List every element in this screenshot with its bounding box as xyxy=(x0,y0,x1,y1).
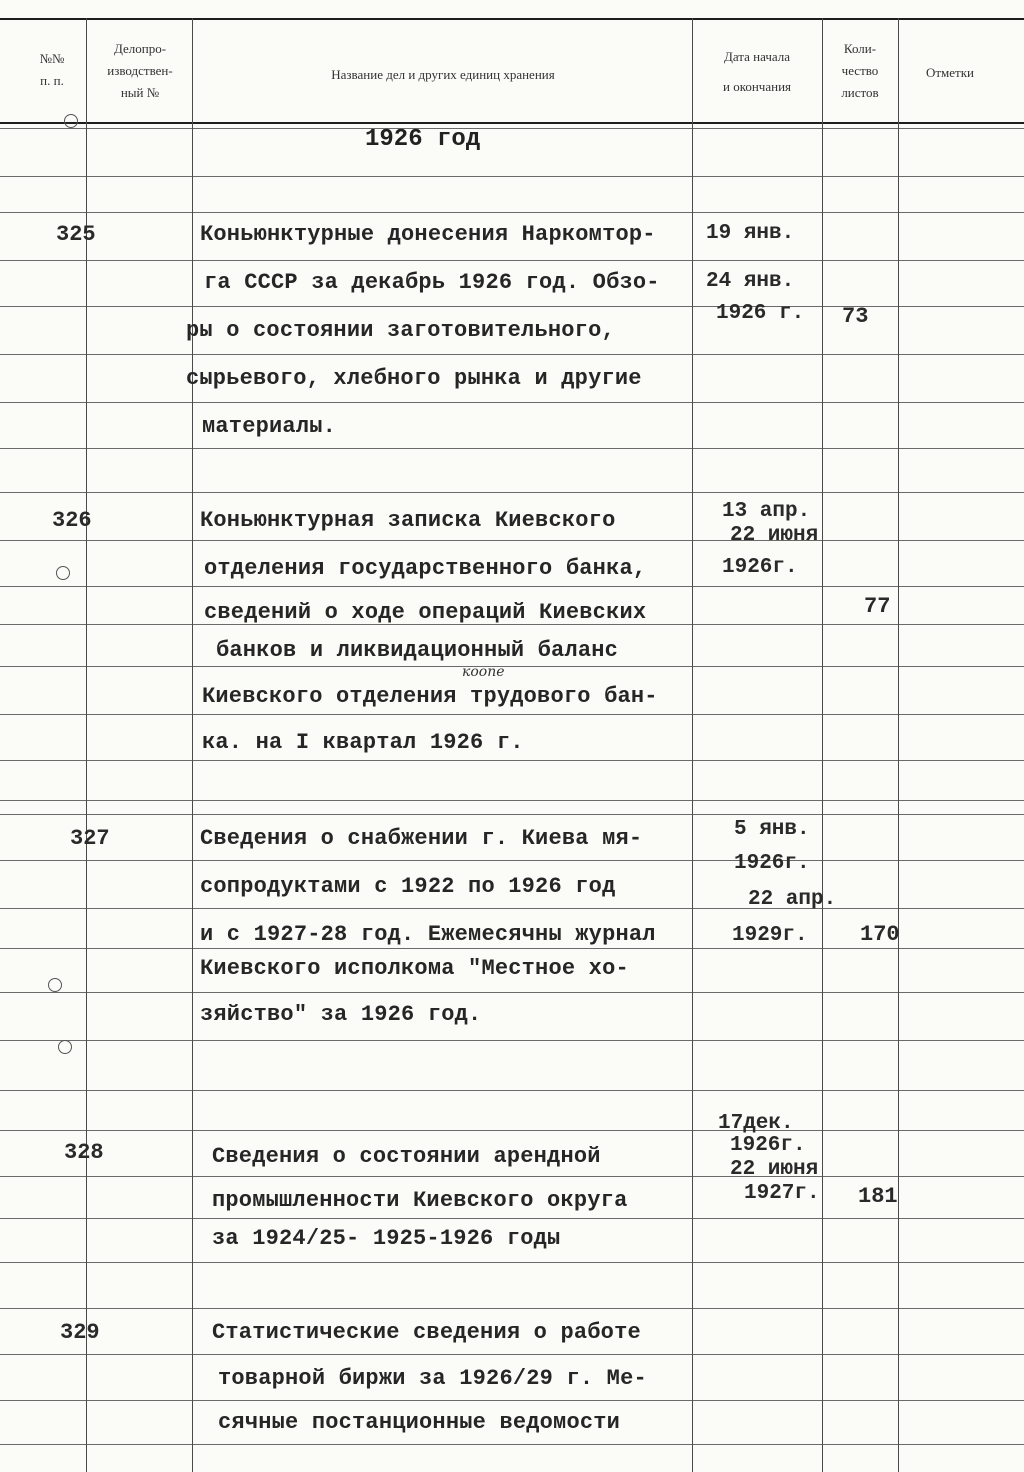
punch-hole-icon xyxy=(48,978,62,992)
record-date: 13 апр. xyxy=(722,500,811,523)
ruled-line xyxy=(0,448,1024,449)
header-sheet-count-label xyxy=(824,38,896,104)
record-date: 22 июня xyxy=(730,524,819,547)
ruled-line xyxy=(0,354,1024,355)
ruled-line xyxy=(0,1176,1024,1177)
record-date: 1926г. xyxy=(730,1134,806,1157)
ruled-line xyxy=(0,1130,1024,1131)
column-divider xyxy=(898,18,899,1472)
record-date: 1926г. xyxy=(722,556,798,579)
record-title-line: Статистические сведения о работе xyxy=(212,1320,641,1345)
ruled-line xyxy=(0,1218,1024,1219)
record-title-line: отделения государственного банка, xyxy=(204,556,647,581)
record-date: 1929г. xyxy=(732,924,808,947)
ruled-line xyxy=(0,122,1024,124)
year-heading: 1926 год xyxy=(365,126,481,153)
ruled-line xyxy=(0,18,1024,20)
ruled-line xyxy=(0,714,1024,715)
header-dates-line: и окончания xyxy=(722,79,792,94)
record-title-line: га СССР за декабрь 1926 год. Обзо- xyxy=(204,270,660,295)
header-number-line: №№ xyxy=(39,51,65,66)
ruled-line xyxy=(0,1040,1024,1041)
ruled-line xyxy=(0,1354,1024,1355)
record-number: 326 xyxy=(52,508,92,533)
record-title-line: сведений о ходе операций Киевских xyxy=(204,600,647,625)
record-title-line: сячные постанционные ведомости xyxy=(218,1410,621,1435)
ruled-line xyxy=(0,760,1024,761)
record-title-line: банков и ликвидационный баланс xyxy=(216,638,619,663)
column-divider xyxy=(822,18,823,1472)
record-title-line: товарной биржи за 1926/29 г. Ме- xyxy=(218,1366,647,1391)
ruled-line xyxy=(0,860,1024,861)
ruled-line xyxy=(0,128,1024,129)
ruled-line xyxy=(0,260,1024,261)
header-count-line: чество xyxy=(841,63,879,78)
header-number-label xyxy=(22,48,82,92)
header-count-line: Коли- xyxy=(843,41,877,56)
record-date: 19 янв. xyxy=(706,222,795,245)
record-title-line: Киевского отделения трудового бан- xyxy=(202,684,658,709)
header-dates-line: Дата начала xyxy=(723,49,791,64)
header-office-line: изводствен- xyxy=(107,63,173,78)
ruled-line xyxy=(0,800,1024,801)
header-office-line: Делопро- xyxy=(113,41,167,56)
record-date: 17дек. xyxy=(718,1112,794,1135)
record-number: 329 xyxy=(60,1320,100,1345)
ruled-line xyxy=(0,1308,1024,1309)
record-title-line: и с 1927-28 год. Ежемесячны журнал xyxy=(200,922,656,947)
ruled-line xyxy=(0,402,1024,403)
record-title-line: Сведения о состоянии арендной xyxy=(212,1144,601,1169)
punch-hole-icon xyxy=(64,114,78,128)
record-date: 22 июня xyxy=(730,1158,819,1181)
ruled-line xyxy=(0,1444,1024,1445)
ruled-line xyxy=(0,1262,1024,1263)
record-date: 5 янв. xyxy=(734,818,810,841)
record-number: 325 xyxy=(56,222,96,247)
record-title-line: промышленности Киевского округа xyxy=(212,1188,628,1213)
ruled-line xyxy=(0,1400,1024,1401)
ruled-line xyxy=(0,1090,1024,1091)
record-number: 328 xyxy=(64,1140,104,1165)
record-number: 327 xyxy=(70,826,110,851)
punch-hole-icon xyxy=(56,566,70,580)
record-sheet-count: 181 xyxy=(858,1184,898,1209)
ruled-line xyxy=(0,176,1024,177)
record-title-line: ры о состоянии заготовительного, xyxy=(186,318,615,343)
header-title-label: Название дел и других единиц хранения xyxy=(331,67,555,82)
ruled-line xyxy=(0,492,1024,493)
header-office-line: ный № xyxy=(120,85,160,100)
record-title-line: Киевского исполкома "Местное хо- xyxy=(200,956,629,981)
ruled-line xyxy=(0,540,1024,541)
record-date: 22 апр. xyxy=(748,888,837,911)
record-title-line: материалы. xyxy=(202,414,337,439)
ruled-line xyxy=(0,306,1024,307)
header-notes-label: Отметки xyxy=(925,65,975,80)
header-count-line: листов xyxy=(841,85,879,100)
ruled-line xyxy=(0,586,1024,587)
ruled-line xyxy=(0,992,1024,993)
record-title-line: сопродуктами с 1922 по 1926 год xyxy=(200,874,616,899)
record-sheet-count: 73 xyxy=(842,304,869,329)
header-number-line: п. п. xyxy=(40,73,64,88)
record-date: 1927г. xyxy=(744,1182,820,1205)
record-title-line: ка. на I квартал 1926 г. xyxy=(202,730,524,755)
record-date: 1926 г. xyxy=(716,302,805,325)
record-title-line: Сведения о снабжении г. Киева мя- xyxy=(200,826,643,851)
header-office-number-label xyxy=(90,38,190,104)
column-divider xyxy=(692,18,693,1472)
ruled-line xyxy=(0,814,1024,815)
record-title-line: за 1924/25- 1925-1926 годы xyxy=(212,1226,561,1251)
record-date: 24 янв. xyxy=(706,270,795,293)
record-title-line: Коньюнктурные донесения Наркомтор- xyxy=(200,222,656,247)
handwritten-correction: коопе xyxy=(462,664,505,680)
record-title-line: Коньюнктурная записка Киевского xyxy=(200,508,616,533)
record-date: 1926г. xyxy=(734,852,810,875)
header-dates-label xyxy=(694,46,820,98)
ruled-line xyxy=(0,212,1024,213)
column-divider xyxy=(192,18,193,1472)
record-title-line: зяйство" за 1926 год. xyxy=(200,1002,482,1027)
record-title-line: сырьевого, хлебного рынка и другие xyxy=(186,366,642,391)
ruled-line xyxy=(0,908,1024,909)
record-sheet-count: 170 xyxy=(860,922,900,947)
punch-hole-icon xyxy=(58,1040,72,1054)
ruled-line xyxy=(0,948,1024,949)
record-sheet-count: 77 xyxy=(864,594,891,619)
ruled-line xyxy=(0,666,1024,667)
